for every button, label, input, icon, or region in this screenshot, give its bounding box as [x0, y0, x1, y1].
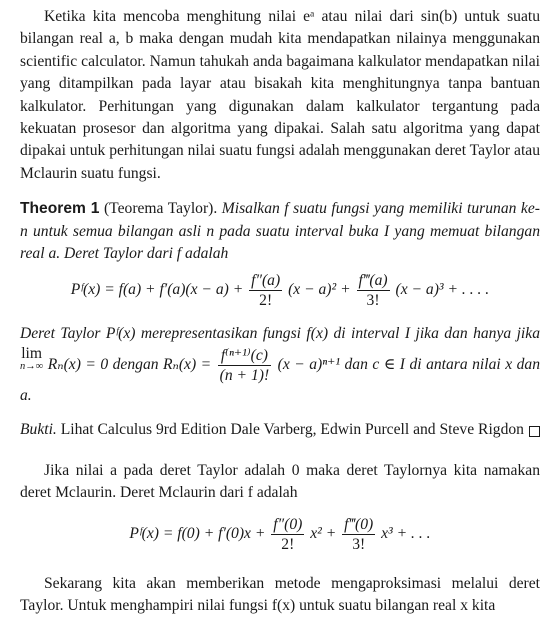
- mclaurin-series-formula: [20, 515, 540, 559]
- intro-paragraph: Ketika kita mencoba menghitung nilai eᵃ atau nilai dari sin(b) untuk suatu bilangan real a, b maka dengan mudah kita mendapatkan nilainya menggunakan scientific calculator. Namun tahukah anda bagaimana kalkulator mendapatkan nilai yang ditampilkan pada layar atau bisakah kita menghitungnya tanpa bantuan kalkulator. Perhitungan yang digunakan dalam kalkulator tergantung pada kekuatan prosesor dan algoritma yang dipakai. Salah satu algoritma yang dapat dipakai untuk perhitungan nilai suatu fungsi adalah menggunakan deret Taylor atau Mclaurin suatu fungsi.: [20, 6, 540, 185]
- mclaurin-paragraph: Jika nilai a pada deret Taylor adalah 0 maka deret Taylornya kita namakan deret Mclaurin. Deret Mclaurin dari f adalah: [20, 460, 540, 505]
- frac-numerator: f‴(0): [342, 515, 375, 535]
- mclaurin-frac-third-derivative: [342, 515, 375, 554]
- frac-denominator: 2!: [271, 535, 304, 554]
- proof-text: Lihat Calculus 9rd Edition Dale Varberg, Edwin Purcell and Steve Rigdon: [61, 421, 524, 438]
- limit-subscript: n→∞: [20, 362, 43, 372]
- theorem-statement-paragraph: [20, 198, 540, 265]
- frac-numerator: f‴(a): [357, 271, 390, 291]
- mclaurin-formula-left: Pᶠ(x) = f(0) + f′(0)x +: [129, 525, 265, 542]
- remainder-text-1: Deret Taylor Pᶠ(x) merepresentasikan fungsi f(x) di interval I jika dan hanya jika: [20, 325, 540, 342]
- taylor-formula-right: (x − a)³ + . . . .: [396, 282, 490, 299]
- mclaurin-frac-second-derivative: [271, 515, 304, 554]
- frac-numerator: f″(a): [249, 271, 282, 291]
- theorem-heading: Theorem 1: [20, 200, 99, 217]
- frac-denominator: 3!: [342, 535, 375, 554]
- frac-numerator: f⁽ⁿ⁺¹⁾(c): [218, 346, 272, 366]
- proof-label: Bukti.: [20, 421, 57, 438]
- mclaurin-formula-right: x³ + . . .: [381, 525, 430, 542]
- frac-denominator: 2!: [249, 291, 282, 310]
- closing-paragraph: Sekarang kita akan memberikan metode mengaproksimasi melalui deret Taylor. Untuk menghampiri nilai fungsi f(x) untuk suatu bilangan real x kita: [20, 573, 540, 617]
- proof-paragraph: [20, 419, 540, 441]
- theorem-block: [20, 198, 540, 407]
- theorem-name: (Teorema Taylor).: [104, 200, 217, 217]
- theorem-statement: Misalkan f suatu fungsi yang memiliki turunan ke-n untuk semua bilangan asli n pada suatu interval buka I yang memuat bilangan real a. Deret Taylor dari f adalah: [20, 200, 540, 262]
- taylor-formula-left: Pᶠ(x) = f(a) + f′(a)(x − a) +: [71, 282, 243, 299]
- frac-numerator: f″(0): [271, 515, 304, 535]
- remainder-fraction: [218, 346, 272, 385]
- taylor-formula-mid: (x − a)² +: [288, 282, 351, 299]
- taylor-series-formula: [20, 271, 540, 315]
- mclaurin-formula-mid: x² +: [310, 525, 336, 542]
- limit-operator: [20, 346, 43, 372]
- remainder-text-2: Rₙ(x) = 0 dengan Rₙ(x) =: [48, 356, 211, 373]
- remainder-text-3: (x − a)ⁿ⁺¹ dan c ∈ I di antara nilai x dan a.: [20, 356, 540, 404]
- taylor-frac-third-derivative: [357, 271, 390, 310]
- remainder-paragraph: [20, 323, 540, 407]
- document-page: [20, 6, 540, 617]
- frac-denominator: (n + 1)!: [218, 366, 272, 385]
- qed-box-icon: [529, 426, 540, 437]
- limit-label: lim: [21, 345, 42, 362]
- taylor-frac-second-derivative: [249, 271, 282, 310]
- frac-denominator: 3!: [357, 291, 390, 310]
